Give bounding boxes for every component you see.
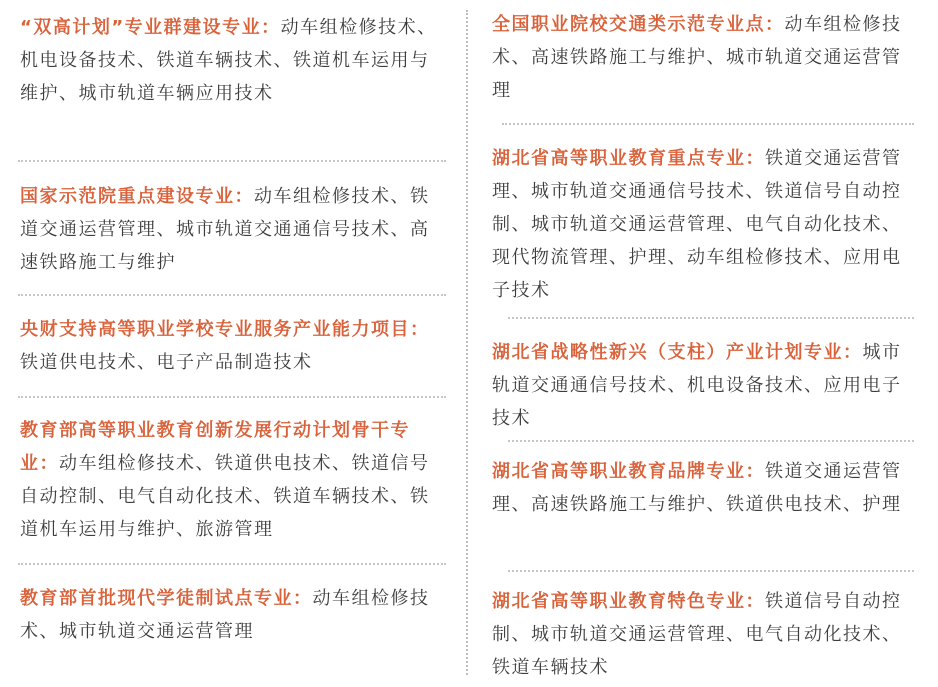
section-content: 城市轨道交通通信号技术、机电设备技术、应用电子技术: [492, 342, 902, 429]
column-divider: [466, 10, 468, 675]
section-label: 国家示范院重点建设专业：: [20, 186, 254, 207]
right-section-3: [492, 336, 912, 435]
left-section-5: [20, 582, 440, 648]
section-content: 动车组检修技术、高速铁路施工与维护、城市轨道交通运营管理: [492, 14, 902, 101]
dotted-separator: [502, 123, 914, 125]
dotted-separator: [18, 160, 446, 162]
section-content: 铁道交通运营管理、城市轨道交通通信号技术、铁道信号自动控制、城市轨道交通运营管理、电气自动化技术、现代物流管理、护理、动车组检修技术、应用电子技术: [492, 148, 902, 301]
section-label: 湖北省战略性新兴（支柱）产业计划专业：: [492, 342, 863, 363]
left-section-4: [20, 414, 440, 546]
section-label: 教育部首批现代学徒制试点专业：: [20, 588, 313, 609]
dotted-separator: [508, 317, 914, 319]
right-section-1: [492, 8, 912, 107]
left-section-2: [20, 180, 440, 279]
right-section-2: [492, 142, 912, 307]
section-label: 湖北省高等职业教育重点专业：: [492, 148, 765, 169]
section-label: 全国职业院校交通类示范专业点：: [492, 14, 785, 35]
section-content: 动车组检修技术、铁道供电技术、铁道信号自动控制、电气自动化技术、铁道车辆技术、铁道机车运用与维护、旅游管理: [20, 453, 430, 540]
section-label: 湖北省高等职业教育品牌专业：: [492, 461, 765, 482]
left-section-3: [20, 313, 440, 379]
dotted-separator: [508, 570, 914, 572]
section-label: “双高计划”专业群建设专业：: [20, 17, 281, 38]
section-label: 湖北省高等职业教育特色专业：: [492, 591, 765, 612]
section-content: 铁道供电技术、电子产品制造技术: [20, 352, 313, 373]
section-content: 动车组检修技术、铁道交通运营管理、城市轨道交通通信号技术、高速铁路施工与维护: [20, 186, 430, 273]
dotted-separator: [18, 563, 446, 565]
dotted-separator: [508, 440, 914, 442]
dotted-separator: [18, 294, 446, 296]
dotted-separator: [18, 396, 446, 398]
right-section-5: [492, 585, 912, 684]
left-section-1: [20, 11, 440, 110]
section-content: 动车组检修技术、城市轨道交通运营管理: [20, 588, 430, 642]
right-section-4: [492, 455, 912, 521]
section-label: 教育部高等职业教育创新发展行动计划骨干专业：: [20, 420, 410, 474]
section-label: 央财支持高等职业学校专业服务产业能力项目：: [20, 319, 430, 340]
section-content: 铁道交通运营管理、高速铁路施工与维护、铁道供电技术、护理: [492, 461, 902, 515]
section-content: 动车组检修技术、机电设备技术、铁道车辆技术、铁道机车运用与维护、城市轨道车辆应用技术: [20, 17, 437, 104]
section-content: 铁道信号自动控制、城市轨道交通运营管理、电气自动化技术、铁道车辆技术: [492, 591, 902, 678]
